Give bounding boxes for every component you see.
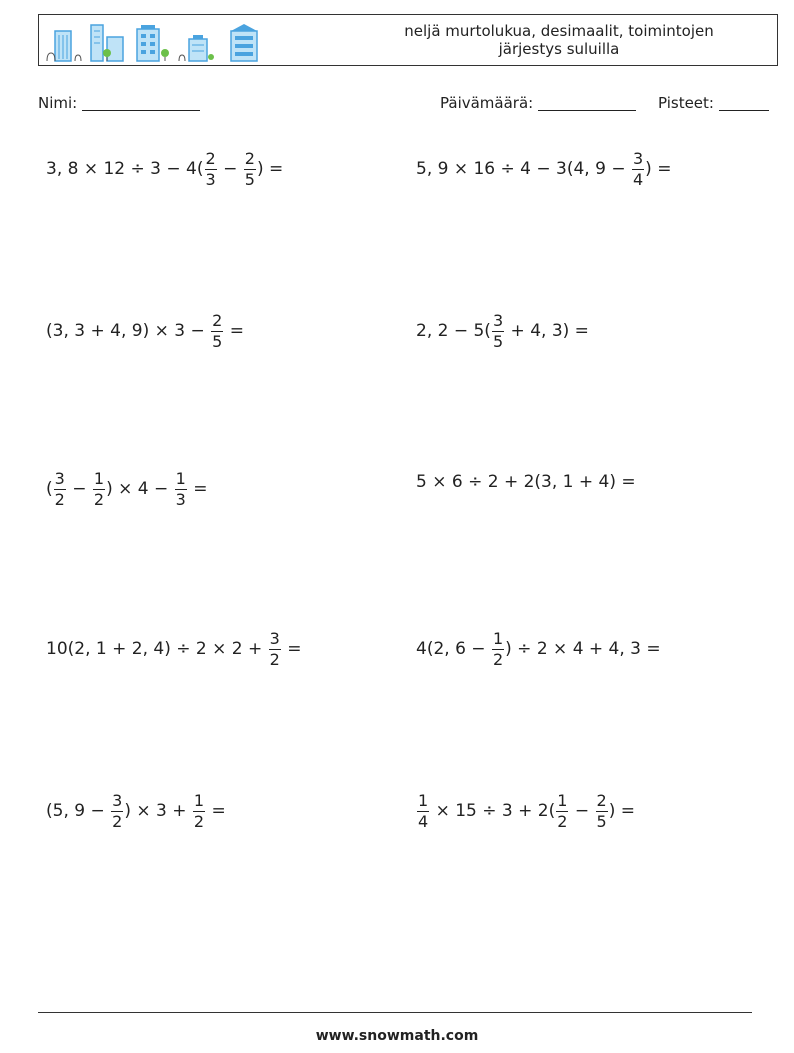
date-blank[interactable] bbox=[538, 95, 636, 111]
denominator: 4 bbox=[632, 169, 644, 189]
expr-text: 5, 9 × 16 ÷ 4 − 3(4, 9 − bbox=[416, 159, 631, 179]
denominator: 5 bbox=[492, 331, 504, 351]
numerator: 3 bbox=[54, 468, 65, 488]
expr-text: 2, 2 − 5( bbox=[416, 321, 491, 341]
fraction bbox=[54, 468, 66, 509]
date-label: Päivämäärä: bbox=[440, 94, 534, 112]
fraction bbox=[632, 148, 644, 189]
expr-text: ) = bbox=[608, 801, 635, 821]
expr-text: 5 × 6 ÷ 2 + 2(3, 1 + 4) = bbox=[416, 472, 636, 492]
fraction bbox=[417, 790, 429, 831]
footer-site[interactable]: www.snowmath.com bbox=[315, 1028, 479, 1044]
footer-divider bbox=[38, 1012, 752, 1013]
expr-text: = bbox=[187, 479, 208, 499]
expr-text: = bbox=[206, 801, 226, 821]
expr-text: = bbox=[281, 639, 302, 659]
score-label: Pisteet: bbox=[658, 94, 714, 112]
date-field bbox=[440, 94, 636, 112]
score-blank[interactable] bbox=[719, 95, 769, 111]
expr-text: − bbox=[66, 479, 92, 499]
numerator: 1 bbox=[418, 790, 429, 810]
problem-10 bbox=[416, 788, 635, 834]
denominator: 2 bbox=[93, 489, 105, 509]
denominator: 2 bbox=[193, 811, 205, 831]
expr-text: − bbox=[569, 801, 595, 821]
expr-text: × 15 ÷ 3 + 2( bbox=[430, 801, 556, 821]
problem-9 bbox=[46, 788, 226, 834]
numerator: 3 bbox=[269, 628, 280, 648]
expr-text: (3, 3 + 4, 9) × 3 − bbox=[46, 321, 211, 341]
fraction bbox=[193, 790, 205, 831]
expr-text: ) × 3 + bbox=[124, 801, 192, 821]
problem-7 bbox=[46, 626, 301, 672]
expr-text: ) = bbox=[256, 159, 284, 179]
numerator: 1 bbox=[557, 790, 568, 810]
numerator: 1 bbox=[492, 628, 504, 648]
expr-text: 4(2, 6 − bbox=[416, 639, 491, 659]
problem-1 bbox=[46, 146, 283, 192]
problem-2 bbox=[416, 146, 671, 192]
denominator: 5 bbox=[244, 169, 255, 189]
expr-text: = bbox=[224, 321, 244, 341]
denominator: 2 bbox=[54, 489, 65, 509]
worksheet-header bbox=[38, 14, 778, 66]
denominator: 2 bbox=[492, 649, 504, 669]
fraction bbox=[244, 148, 256, 189]
expr-text: + 4, 3) = bbox=[505, 321, 589, 341]
worksheet-title bbox=[359, 22, 759, 58]
fraction bbox=[205, 148, 217, 189]
fraction bbox=[269, 628, 281, 669]
denominator: 5 bbox=[596, 811, 607, 831]
fraction bbox=[175, 468, 187, 509]
problem-4 bbox=[416, 308, 589, 354]
denominator: 4 bbox=[418, 811, 429, 831]
city-buildings-icon bbox=[45, 21, 265, 63]
numerator: 2 bbox=[205, 148, 216, 168]
numerator: 2 bbox=[596, 790, 607, 810]
name-label: Nimi: bbox=[38, 94, 78, 112]
title-line-1: neljä murtolukua, desimaalit, toimintojen bbox=[404, 22, 714, 40]
expr-text: − bbox=[217, 159, 243, 179]
score-field bbox=[658, 94, 769, 112]
numerator: 1 bbox=[93, 468, 105, 488]
name-field bbox=[38, 94, 200, 112]
expr-text: 10(2, 1 + 2, 4) ÷ 2 × 2 + bbox=[46, 639, 268, 659]
numerator: 1 bbox=[175, 468, 186, 488]
expr-text: ) × 4 − bbox=[106, 479, 174, 499]
numerator: 3 bbox=[632, 148, 644, 168]
denominator: 3 bbox=[175, 489, 186, 509]
expr-text: (5, 9 − bbox=[46, 801, 111, 821]
numerator: 3 bbox=[112, 790, 123, 810]
expr-text: 3, 8 × 12 ÷ 3 − 4( bbox=[46, 159, 204, 179]
denominator: 5 bbox=[212, 331, 223, 351]
name-blank[interactable] bbox=[82, 95, 200, 111]
fraction bbox=[93, 468, 105, 509]
problem-5 bbox=[46, 466, 207, 512]
expr-text: ( bbox=[46, 479, 53, 499]
denominator: 2 bbox=[269, 649, 280, 669]
numerator: 3 bbox=[492, 310, 504, 330]
denominator: 2 bbox=[112, 811, 123, 831]
title-line-2: järjestys suluilla bbox=[498, 40, 620, 58]
denominator: 2 bbox=[557, 811, 568, 831]
fraction bbox=[596, 790, 608, 831]
numerator: 1 bbox=[193, 790, 205, 810]
expr-text: ) ÷ 2 × 4 + 4, 3 = bbox=[505, 639, 661, 659]
fraction bbox=[556, 790, 568, 831]
fraction bbox=[492, 628, 504, 669]
problem-8 bbox=[416, 626, 661, 672]
numerator: 2 bbox=[244, 148, 255, 168]
problem-6 bbox=[416, 459, 636, 505]
fraction bbox=[492, 310, 504, 351]
numerator: 2 bbox=[212, 310, 223, 330]
fraction bbox=[211, 310, 223, 351]
denominator: 3 bbox=[205, 169, 216, 189]
problem-3 bbox=[46, 308, 244, 354]
expr-text: ) = bbox=[645, 159, 672, 179]
fraction bbox=[111, 790, 123, 831]
